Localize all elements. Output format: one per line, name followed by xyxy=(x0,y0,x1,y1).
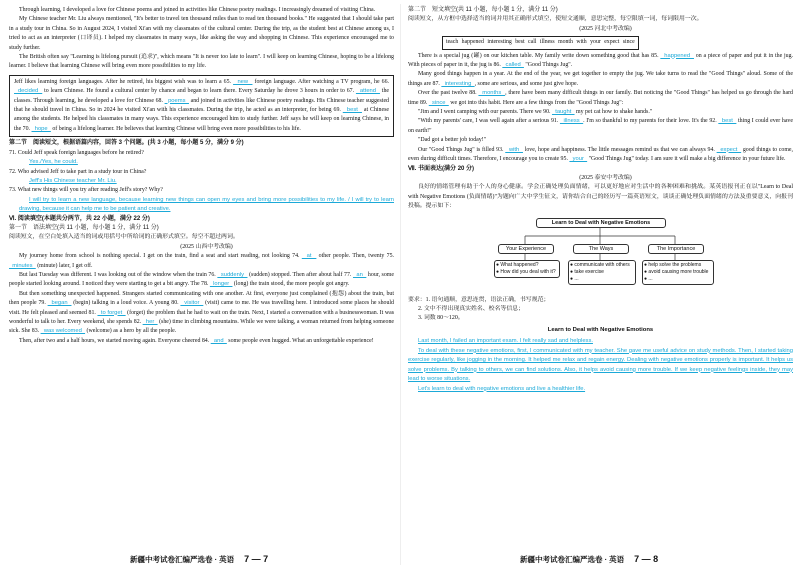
requirements xyxy=(408,296,793,305)
requirement-item: 2. 文中不得出现真实姓名、校名等信息； xyxy=(418,305,525,312)
passage-paragraph: The British often say "Learning is lifelong pursuit (追求)", which means "It is never too late to learn". I will keep on learning Chinese, hoping to be a lifelong learner. I believe that learning Chinese will bring even more possibilities to my life. xyxy=(9,54,394,70)
answer-blank: with xyxy=(505,146,523,153)
text-run: , there have been many difficult things in our family. But noticing the "Good Things" has helped us go through the hard time 89. xyxy=(408,90,793,106)
text-run: love, hope and happiness. The little messages remind us that we can always 94. xyxy=(522,146,717,153)
text-run: thing I could ever have on earth!" xyxy=(408,118,793,134)
answer-blank: taught xyxy=(551,109,575,116)
answer-blank: hope xyxy=(31,125,51,132)
text-run: "Good Things Jug". xyxy=(523,62,573,69)
text-run: . I'm so thankful to my parents for their love. It's the 92. xyxy=(583,118,719,125)
question-73: 73. What new things will you try after reading Jeff's story? Why? xyxy=(9,187,163,194)
text-run: of being a lifelong learner. He believes that learning Chinese will bring even more possibilities to his life. xyxy=(50,125,301,132)
page-divider xyxy=(400,4,401,565)
answer-blank: months xyxy=(478,90,506,97)
essay-paragraph: Let's learn to deal with negative emotions and live a healthier life. xyxy=(418,385,586,392)
text-run: My journey home from school is nothing special. I get on the train, find a seat and start reading, not looking 74. xyxy=(19,253,302,260)
answer-blank: at xyxy=(301,253,317,260)
answer-blank: best xyxy=(342,107,362,114)
answer-blank: poems xyxy=(164,97,189,104)
cloze-paragraph xyxy=(408,52,793,71)
text-run: we got into this habit. Here are a few things from the "Good Things Jug": xyxy=(448,99,624,106)
text-run: hour, some people started looking around. I noticed they were starting to get a bit angry. The 78. xyxy=(9,271,394,288)
text-run: (visit) came to me. He was travelling here. I introduced some places he should visit. He felt pleased and seemed 81. xyxy=(9,300,395,316)
essay-paragraph: To deal with these negative emotions, first, I communicated with my teacher. She gave me useful advice on study methods. Then, I started taking exercise regularly, like jogging in the morning. It helped me relax and regain energy. Dealing with negative emotions properly is important. It helps us solve problems. By talking to others, we can find solutions. Also, it helps avoid causing more trouble. If we keep negative feelings inside, they may lead to worse situations. xyxy=(408,347,793,383)
text-run: "With my parents' care, I was well again after a serious 91. xyxy=(418,118,560,125)
instructions: 阅读短文，从方框中选择适当的词并用其正确形式填空，使短文通顺，意思完整，每空限填一词，每词限用一次。 xyxy=(408,16,703,23)
answer-blank: and xyxy=(210,337,227,344)
question-72: 72. Who advised Jeff to take part in a study tour in China? xyxy=(9,168,147,175)
question-71: 71. Could Jeff speak foreign languages before he retired? xyxy=(9,149,144,156)
mind-map-leaf: ● ... xyxy=(644,275,653,282)
cloze-paragraph xyxy=(408,89,793,108)
answer-blank: new xyxy=(233,78,253,85)
cloze-paragraph xyxy=(9,252,394,271)
text-run: "Jim and I went camping with our parents. There we 90. xyxy=(418,109,552,116)
mind-map-node-experience: Your Experience xyxy=(498,244,554,254)
mind-map-leaf: ● How did you deal with it? xyxy=(496,268,556,275)
text-run: Jeff likes learning foreign languages. After he retired, his biggest wish was to learn a 65. xyxy=(14,78,234,85)
requirement-item: 3. 词数 80～120。 xyxy=(418,315,464,322)
summary-box xyxy=(9,75,394,137)
answer-blank: longer xyxy=(209,281,233,288)
text-run: Our "Good Things Jug" is filled 93. xyxy=(418,146,506,153)
essay-paragraph: Last month, I failed an important exam. I felt really sad and helpless. xyxy=(418,338,593,345)
answer-blank: happened xyxy=(660,52,694,59)
text-run: (begin) talking in a loud voice. A young 80. xyxy=(71,300,181,307)
passage-paragraph: My Chinese teacher Mr. Liu always mentioned, "It's better to travel ten thousand miles than to read ten thousand books." He suggested that I should take part in a study tour in China. So in August 2024, I visited Xi'an with my classmates of the cultural center. During the trip, as the student best at Chinese among us, I tried to act as an interpreter (口译员). I helped my classmates in many ways, like asking the way and shopping in Chinese. This experience encouraged me to study further. xyxy=(9,16,394,51)
text-run: Then, after two and a half hours, we started moving again. Everyone cheered 84. xyxy=(19,337,211,344)
answer-blank: was welcomed xyxy=(40,328,86,335)
answer-71: Yes./Yes, he could. xyxy=(29,159,78,166)
mind-map-leaf: ● ... xyxy=(570,275,579,282)
text-run: Over the past twelve 88. xyxy=(418,90,479,97)
requirement-item: 1. 语句通顺，意思连贯，语法正确，书写规范； xyxy=(425,296,550,303)
right-page xyxy=(408,6,793,551)
text-run: But then something unexpected happened. Strangers started communicating with one another. At first, everyone just complained (抱怨) about the train, but then people 79. xyxy=(9,290,394,307)
mind-map-leaf: ● communicate with others xyxy=(570,261,630,268)
text-run: , some are serious, and some just give hope. xyxy=(474,80,579,87)
mind-map-leaf: ● take exercise xyxy=(570,268,604,275)
answer-blank: best xyxy=(718,118,737,125)
text-run: foreign language. After watching a TV program, he 66. xyxy=(252,78,389,85)
mind-map-root: Learn to Deal with Negative Emotions xyxy=(536,218,666,228)
page-footer-right xyxy=(520,554,658,565)
answer-blank: her xyxy=(142,319,158,325)
mind-map-leaf-experience xyxy=(494,260,560,278)
text-run: the classes. Through learning, he developed a love for Chinese 68. xyxy=(14,88,390,104)
source-note: (2025 河北中考改编) xyxy=(579,25,632,32)
text-run: other people. Then, twenty 75. xyxy=(316,253,394,260)
text-run: (she) time in climbing mountains. While we were talking, a woman returned from helping someone sick. She 83. xyxy=(9,319,395,335)
text-run: my pet cat how to shake hands." xyxy=(574,109,653,116)
answer-72: Jeff's His Chinese teacher Mr. Liu. xyxy=(29,177,117,184)
text-run: But last Tuesday was different. I was looking out of the window when the train 76. xyxy=(19,271,218,278)
section-heading: Ⅵ. 阅读填空(本题共分两节，共 22 小题，满分 22 分) xyxy=(9,215,150,222)
page-number: 7 — 8 xyxy=(634,554,659,564)
answer-blank: called xyxy=(502,62,524,69)
mind-map-leaf-importance xyxy=(642,260,714,285)
requirements-label: 要求： xyxy=(408,296,426,303)
text-run: (welcome) as a hero by all the people. xyxy=(85,328,177,335)
answer-blank: visitor xyxy=(180,300,204,307)
cloze-paragraph xyxy=(408,117,793,136)
answer-blank: illness xyxy=(559,118,584,125)
text-run: at Chinese among the students. He helped his classmates in many ways. This experience encouraged him to study further. Jeff says he will keep on learning Chinese, in the 70. xyxy=(14,107,389,132)
text-run: "Good Things Jug" today. I am sure it will make a big difference in your future life. xyxy=(587,156,786,163)
text-run: some people even hugged. What an unforgettable experience! xyxy=(226,337,374,344)
answer-blank: interesting xyxy=(441,80,475,87)
cloze-paragraph xyxy=(9,337,394,346)
footer-title: 新疆中考试卷汇编严选卷 · 英语 xyxy=(520,555,625,564)
source-note: (2025 山西中考改编) xyxy=(180,243,233,250)
mind-map-leaf: ● What happened? xyxy=(496,261,539,268)
instructions: 阅读短文，在空白处填入适当的词或用括号中所给词的正确形式填空。每空不超过两词。 xyxy=(9,234,239,241)
text-run: on a piece of paper and put it in the jug. With pieces of paper in it, the jug is 86. xyxy=(408,52,793,69)
mind-map-leaf: ● avoid causing more trouble xyxy=(644,268,709,275)
answer-blank: expect xyxy=(716,146,742,153)
mind-map-node-ways: The Ways xyxy=(573,244,629,254)
answer-blank: began xyxy=(47,300,72,307)
text-run: (minute) later, I get off. xyxy=(35,262,93,269)
cloze-paragraph: "Dad got a better job today!" xyxy=(418,137,487,144)
text-run: (sudden) stopped. Then after about half 77. xyxy=(247,271,353,278)
cloze-paragraph xyxy=(9,290,394,337)
text-run: good things to come, even during difficult times. Therefore, I encourage you to create 95. xyxy=(408,146,793,163)
answer-blank: since xyxy=(428,99,449,106)
answer-73: I will try to learn a new language, because learning new things can open my eyes and bring more possibilities to my life. / I will try to learn drawing, because it can help me to be patient and creative. xyxy=(19,196,394,213)
mind-map-node-importance: The Importance xyxy=(648,244,704,254)
subsection-heading: 第二节 短文填空(共 11 小题，每小题 1 分，满分 11 分) xyxy=(408,7,558,13)
answer-blank: attend xyxy=(355,88,380,95)
text-run: and joined in activities like Chinese poetry readings. His Chinese teacher suggested that he should travel in China. So in 2024 he visited Xi'an with his classmates. During the trip, he acted as an interpreter, for being 69. xyxy=(14,97,389,114)
cloze-paragraph xyxy=(408,108,793,117)
instructions: 良好的情绪管理有助于个人的身心健康。学会正确处理负面情绪，可以更好地应对生活中的各种困难和挑战。某英语报刊正在以"Learn to Deal with Negative Emotions (负面情绪)"为题向广大中学生征文，请你结合自己的经历写一篇英语短文，谈谈正确处理负面情绪的方法及重要意义，向报刊投稿。提示如下： xyxy=(408,184,793,210)
answer-blank: minutes xyxy=(9,262,36,269)
text-run: to learn Chinese. He found a cultural center by chance and began to learn there. Every Saturday he drove 3 hours in order to 67. xyxy=(42,88,356,95)
cloze-paragraph xyxy=(9,271,394,290)
answer-blank: suddenly xyxy=(217,271,248,278)
answer-blank: decided xyxy=(14,88,43,95)
mind-map-leaf-ways xyxy=(568,260,636,285)
passage-paragraph: Through learning, I developed a love for Chinese poems and joined in activities like Chinese poetry readings. I increasingly dreamed of visiting China. xyxy=(19,7,376,13)
left-page xyxy=(9,6,394,551)
mind-map-leaf: ● help solve the problems xyxy=(644,261,702,268)
page-footer-left xyxy=(130,554,268,565)
text-run: (long) the train stood, the more people got angry. xyxy=(232,281,350,288)
word-bank: teach happened interesting best call illness month with your expect since xyxy=(442,36,639,49)
essay-title: Learn to Deal with Negative Emotions xyxy=(547,326,654,333)
summary-text xyxy=(14,78,389,134)
section-heading: 第二节 阅读短文，根据语篇内容，回答 3 个问题。(共 3 小题，每小题 5 分，满分 9 分) xyxy=(9,140,244,147)
section-heading: Ⅶ. 书面表达(满分 20 分) xyxy=(408,165,475,172)
footer-title: 新疆中考试卷汇编严选卷 · 英语 xyxy=(130,555,235,564)
source-note: (2025 泰安中考改编) xyxy=(579,174,632,181)
subsection-heading: 第一节 语法填空(共 11 小题，每小题 1 分，满分 11 分) xyxy=(9,224,159,231)
answer-blank: to forget xyxy=(97,309,126,316)
page-number: 7 — 7 xyxy=(244,554,269,564)
text-run: Many good things happen in a year. At the end of the year, we get together to empty the jug. We take turns to read the "Good Things" aloud. Some of the things are 87. xyxy=(408,71,793,87)
text-run: (forget) the problem that he had to wait on the train. Next, I started a conversation with a businesswoman. It was wonderful to talk to her. Every weekend, she spends 82. xyxy=(9,309,394,325)
text-run: There is a special jug (罐) on our kitchen table. My family write down something good that has 85. xyxy=(418,52,661,59)
answer-blank: your xyxy=(569,156,588,163)
cloze-paragraph xyxy=(408,70,793,89)
answer-blank: an xyxy=(352,271,367,278)
cloze-paragraph xyxy=(408,146,793,165)
mind-map xyxy=(408,216,793,294)
